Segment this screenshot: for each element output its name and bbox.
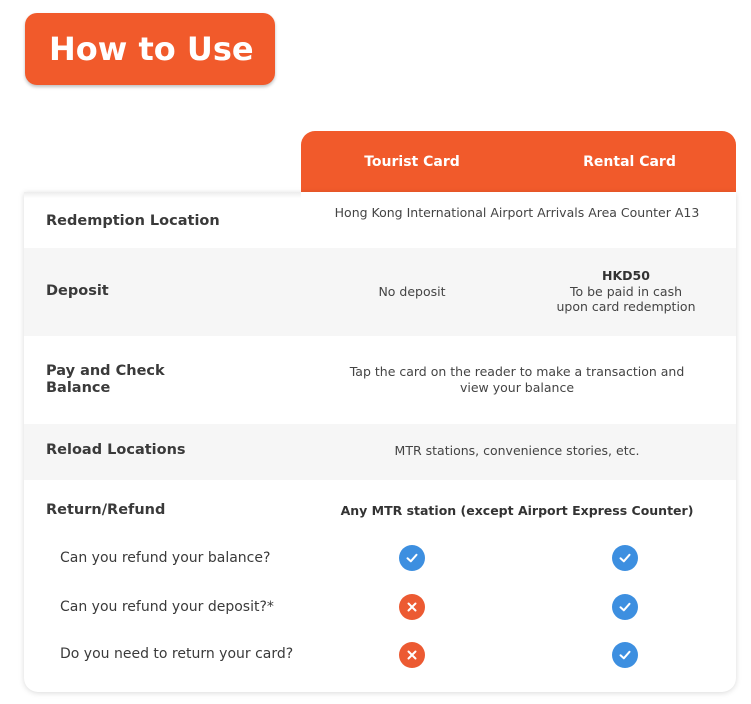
question-return-card: Do you need to return your card?	[60, 646, 294, 662]
table-header	[301, 131, 736, 193]
comparison-table	[24, 192, 736, 692]
row-label-pay-line1: Pay and Check	[46, 363, 165, 379]
deposit-rental-note-line2: upon card redemption	[556, 299, 696, 314]
column-header-rental-card: Rental Card	[583, 154, 676, 170]
page-title: How to Use	[49, 30, 254, 68]
return-refund-value: Any MTR station (except Airport Express Counter)	[340, 503, 694, 518]
cross-icon	[399, 594, 425, 620]
row-deposit	[24, 248, 736, 336]
row-label-redemption-location: Redemption Location	[46, 213, 220, 229]
check-icon	[612, 642, 638, 668]
page-title-badge	[25, 13, 275, 85]
pay-and-check-balance-value: Tap the card on the reader to make a transaction and view your balance	[349, 364, 685, 395]
row-pay-and-check-balance	[24, 336, 736, 424]
check-icon	[612, 545, 638, 571]
row-label-deposit: Deposit	[46, 283, 109, 299]
row-label-pay-and-check-balance	[46, 363, 165, 397]
row-return-refund	[24, 480, 736, 692]
deposit-rental-amount: HKD50	[602, 268, 650, 283]
redemption-location-value: Hong Kong International Airport Arrivals Area Counter A13	[334, 205, 700, 220]
check-icon	[612, 594, 638, 620]
row-reload-locations	[24, 424, 736, 480]
row-redemption-location	[24, 192, 736, 248]
deposit-rental-note-line1: To be paid in cash	[569, 284, 683, 299]
reload-locations-value: MTR stations, convenience stories, etc.	[394, 443, 640, 458]
row-label-return-refund: Return/Refund	[46, 502, 166, 518]
row-label-pay-line2: Balance	[46, 380, 111, 396]
row-label-reload-locations: Reload Locations	[46, 442, 186, 458]
question-refund-balance: Can you refund your balance?	[60, 550, 271, 566]
deposit-tourist-value: No deposit	[378, 284, 446, 299]
question-refund-deposit: Can you refund your deposit?*	[60, 599, 274, 615]
cross-icon	[399, 642, 425, 668]
column-header-tourist-card: Tourist Card	[364, 154, 460, 170]
check-icon	[399, 545, 425, 571]
